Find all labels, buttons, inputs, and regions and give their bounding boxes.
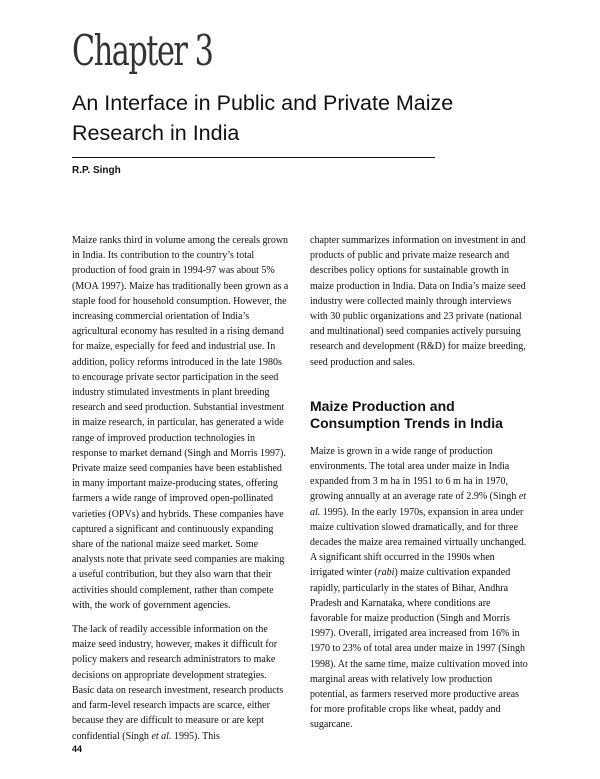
page-number: 44 [72, 744, 83, 754]
chapter-title: An Interface in Public and Private Maize Research in India [72, 91, 454, 145]
section-heading: Maize Production and Consumption Trends in India [310, 397, 503, 431]
chapter-label: Chapter 3 [72, 26, 213, 75]
right-column [310, 233, 528, 742]
author: R.P. Singh [72, 165, 121, 176]
left-column [72, 233, 290, 753]
section-paragraph: Maize is grown in a wide range of production environments. The total area under maize in India expanded from 3 m ha in 1951 to 6 m ha in 1970, growing annually at an average rate of 2.9% (Singh et al. 1995). In the early 1970s, expansion in area under maize cultivation slowed dramatically, and for three decades the maize area remained virtually unchanged. A significant shift occurred in the 1990s when irrigated winter (rabi) maize cultivation expanded rapidly, particularly in the states of Bihar, Andhra Pradesh and Karnataka, where conditions are favorable for maize production (Singh and Morris 1997). Overall, irrigated area increased from 16% in 1970 to 23% of total area under maize in 1997 (Singh 1998). At the same time, maize cultivation moved into marginal areas with relatively low production potential, as farmers reserved more productive areas for more profitable crops like wheat, paddy and sugarcane. [310, 445, 528, 731]
intro-paragraph-2-continued: chapter summarizes information on investment in and products of public and private maize research and describes policy options for sustainable growth in maize production in India. Data on India’s maize seed industry were collected mainly through interviews with 30 public organizations and 23 private (national and multinational) seed companies actively pursuing research and development (R&D) for maize breeding, seed production and sales. [310, 235, 526, 368]
title-divider [72, 157, 435, 158]
intro-paragraph-1: Maize ranks third in volume among the cereals grown in India. Its contribution to the country’s total production of food grain in 1994-97 was about 5% (MOA 1997). Maize has traditionally been grown as a staple food for household consumption. However, the increasing commercial orientation of India’s agricultural economy has resulted in a rising demand for maize, especially for feed and industrial use. In addition, policy reforms introduced in the late 1980s to encourage private sector participation in the seed industry stimulated investments in plant breeding research and seed production. Substantial investment in maize research, in particular, has generated a wide range of improved production technologies in response to market demand (Singh and Morris 1997). Private maize seed companies have been established in many important maize-producing states, offering farmers a wide range of improved open-pollinated varieties (OPVs) and hybrids. These companies have captured a significant and continuously expanding share of the national maize seed market. Some analysts note that private seed companies are making a useful contribution, but they also warn that their activities should complement, rather than compete with, the work of government agencies. [72, 235, 289, 611]
intro-paragraph-2: The lack of readily accessible information on the maize seed industry, however, makes it difficult for policy makers and research administrators to make decisions on appropriate development strategies. Basic data on research investment, research products and farm-level research impacts are scarce, either because they are difficult to measure or are kept confidential (Singh et al. 1995). This [72, 624, 284, 742]
